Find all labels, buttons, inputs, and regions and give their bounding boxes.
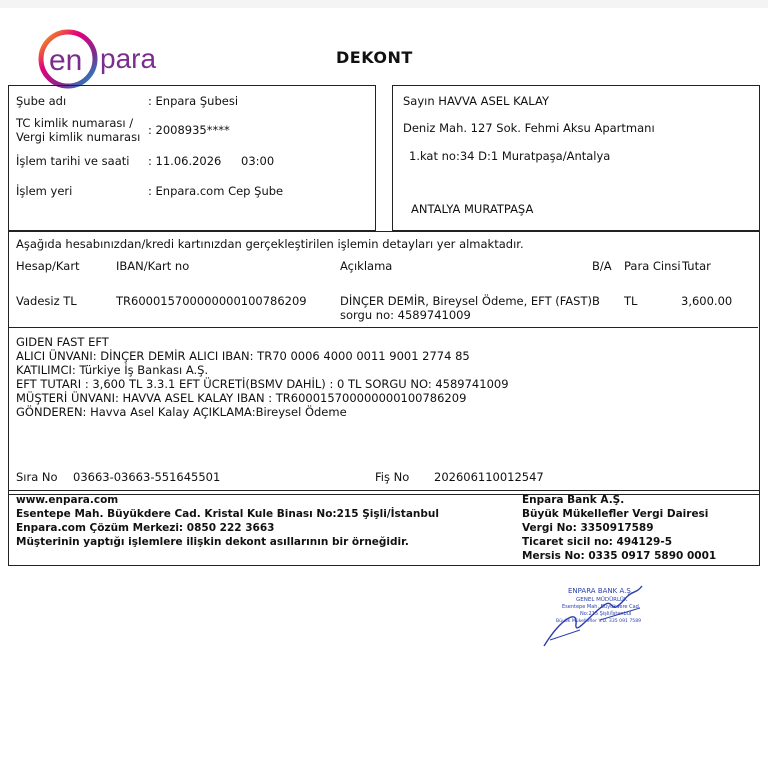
- row-description: DİNÇER DEMİR, Bireysel Ödeme, EFT (FAST): [340, 294, 592, 308]
- header-description: Açıklama: [340, 259, 393, 273]
- eft-line-2: ALICI ÜNVANI: DİNÇER DEMİR ALICI IBAN: TR70 0006 4000 0011 9001 2774 85: [16, 349, 470, 363]
- vkn-label: Vergi kimlik numarası: [16, 130, 141, 144]
- eft-line-6: GÖNDEREN: Havva Asel Kalay AÇIKLAMA:Bireysel Ödeme: [16, 405, 347, 419]
- row-iban: TR600015700000000100786209: [116, 294, 307, 308]
- branch-value: : Enpara Şubesi: [148, 94, 239, 108]
- branch-label: Şube adı: [16, 94, 67, 108]
- fis-label: Fiş No: [375, 470, 410, 484]
- stamp-line-3: Esentepe Mah. Büyükdere Cad.: [562, 604, 641, 610]
- bank-stamp-signature: [540, 580, 670, 650]
- recipient-address-2: 1.kat no:34 D:1 Muratpaşa/Antalya: [409, 149, 611, 163]
- stamp-line-2: GENEL MÜDÜRLÜK: [576, 597, 628, 603]
- header-amount: Tutar: [682, 259, 711, 273]
- eft-line-1: GIDEN FAST EFT: [16, 335, 109, 349]
- footer-website: www.enpara.com: [16, 494, 119, 506]
- divider: [9, 327, 758, 328]
- location-value: : Enpara.com Cep Şube: [148, 184, 284, 198]
- eft-line-3: KATILIMCI: Türkiye İş Bankası A.Ş.: [16, 363, 209, 377]
- date-label: İşlem tarihi ve saati: [16, 154, 130, 168]
- transaction-box: [8, 231, 760, 495]
- recipient-box: [392, 85, 760, 231]
- header-currency: Para Cinsi: [624, 259, 681, 273]
- fis-value: 202606110012547: [434, 470, 544, 484]
- eft-line-4: EFT TUTARI : 3,600 TL 3.3.1 EFT ÜCRETİ(BSMV DAHİL) : 0 TL SORGU NO: 4589741009: [16, 377, 509, 391]
- stamp-line-1: ENPARA BANK A.Ş.: [568, 587, 634, 595]
- recipient-greeting: Sayın HAVVA ASEL KALAY: [403, 94, 549, 108]
- row-query-number: sorgu no: 4589741009: [340, 308, 471, 322]
- sira-value: 03663-03663-551645501: [73, 470, 221, 484]
- date-value: : 11.06.2026: [148, 154, 222, 168]
- footer-bank-name: Enpara Bank A.Ş.: [522, 494, 625, 506]
- tckn-label: TC kimlik numarası /: [16, 116, 134, 130]
- row-ba: B: [592, 294, 600, 308]
- footer-mersis: Mersis No: 0335 0917 5890 0001: [522, 550, 717, 562]
- row-currency: TL: [624, 294, 638, 308]
- row-account: Vadesiz TL: [16, 294, 77, 308]
- row-amount: 3,600.00: [681, 294, 733, 308]
- eft-line-5: MÜŞTERİ ÜNVANI: HAVVA ASEL KALAY IBAN : TR600015700000000100786209: [16, 391, 467, 405]
- footer-tax-no: Vergi No: 3350917589: [522, 522, 654, 534]
- footer-trade-registry: Ticaret sicil no: 494129-5: [522, 536, 673, 548]
- footer-address: Esentepe Mah. Büyükdere Cad. Kristal Kule Binası No:215 Şişli/İstanbul: [16, 508, 439, 520]
- logo-en: en: [49, 44, 83, 77]
- header-account: Hesap/Kart: [16, 259, 80, 273]
- branch-info-box: [8, 85, 376, 231]
- footer-tax-office: Büyük Mükellefler Vergi Dairesi: [522, 508, 709, 520]
- recipient-city: ANTALYA MURATPAŞA: [411, 202, 534, 216]
- location-label: İşlem yeri: [16, 184, 73, 198]
- receipt-paper: [0, 8, 768, 768]
- details-intro: Aşağıda hesabınızdan/kredi kartınızdan gerçekleştirilen işlemin detayları yer almaktadır.: [16, 237, 524, 251]
- header-iban: IBAN/Kart no: [116, 259, 190, 273]
- sira-label: Sıra No: [16, 470, 58, 484]
- enpara-logo: [38, 26, 168, 90]
- footer-note: Müşterinin yaptığı işlemlere ilişkin dekont asıllarının bir örneğidir.: [16, 536, 409, 548]
- document-title: DEKONT: [336, 48, 413, 67]
- stamp-line-5: Büyük Mükellefler V.D. 335 091 7589: [556, 619, 642, 624]
- footer-support: Enpara.com Çözüm Merkezi: 0850 222 3663: [16, 522, 275, 534]
- recipient-address-1: Deniz Mah. 127 Sok. Fehmi Aksu Apartmanı: [403, 121, 655, 135]
- stamp-line-4: No:215 Şişli/İstanbul: [580, 611, 632, 617]
- header-ba: B/A: [592, 259, 612, 273]
- logo-para: para: [100, 43, 157, 74]
- footer-box: [8, 490, 760, 566]
- time-value: 03:00: [241, 154, 275, 168]
- tckn-value: : 2008935****: [148, 123, 230, 137]
